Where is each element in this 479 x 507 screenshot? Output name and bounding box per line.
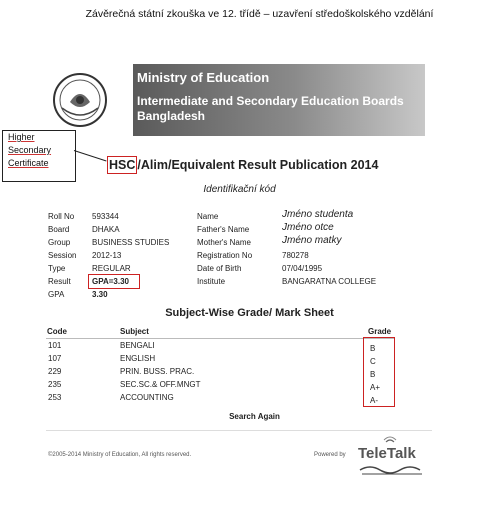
name-label: Name <box>197 212 219 221</box>
teletalk-logo <box>356 436 432 480</box>
row-4-grade: A+ <box>370 383 381 392</box>
row-5-code: 253 <box>48 393 62 402</box>
col-header-subject: Subject <box>120 327 149 336</box>
row-5-subject: ACCOUNTING <box>120 393 174 402</box>
roll-no-value: 593344 <box>92 212 119 221</box>
teletalk-logo-text: TeleTalk <box>358 445 416 462</box>
father-name-value: Jméno otce <box>282 222 334 233</box>
type-label: Type <box>48 264 66 273</box>
copyright-text: ©2005-2014 Ministry of Education, All rights reserved. <box>48 452 192 458</box>
dob-value: 07/04/1995 <box>282 264 323 273</box>
board-value: DHAKA <box>92 225 120 234</box>
header-boards: Intermediate and Secondary Education Boards <box>137 94 404 108</box>
annotation-callout <box>2 130 76 182</box>
id-code-label: Identifikační kód <box>203 184 276 195</box>
registration-value: 780278 <box>282 251 309 260</box>
ministry-header-banner <box>133 64 425 136</box>
col-header-code: Code <box>47 327 67 336</box>
publication-title <box>107 158 378 172</box>
annotation-line-1: Higher <box>8 132 35 142</box>
row-3-code: 229 <box>48 367 62 376</box>
dob-label: Date of Birth <box>197 264 242 273</box>
father-name-label: Father's Name <box>197 225 250 234</box>
header-country: Bangladesh <box>137 109 206 123</box>
row-4-subject: SEC.SC.& OFF.MNGT <box>120 380 201 389</box>
group-label: Group <box>48 238 71 247</box>
registration-label: Registration No <box>197 251 253 260</box>
row-2-subject: ENGLISH <box>120 354 156 363</box>
result-value: GPA=3.30 <box>92 277 129 286</box>
row-2-code: 107 <box>48 354 62 363</box>
row-3-grade: B <box>370 370 376 379</box>
row-1-grade: B <box>370 344 376 353</box>
row-5-grade: A- <box>370 396 378 405</box>
row-4-code: 235 <box>48 380 62 389</box>
government-seal-icon <box>52 72 108 128</box>
row-2-grade: C <box>370 357 376 366</box>
name-value: Jméno studenta <box>282 209 354 220</box>
institute-label: Institute <box>197 277 226 286</box>
powered-by-text: Powered by <box>314 452 346 458</box>
hsc-highlight: HSC <box>109 158 136 172</box>
group-value: BUSINESS STUDIES <box>92 238 170 247</box>
grade-highlight <box>363 337 395 407</box>
search-again-link[interactable]: Search Again <box>229 412 280 421</box>
row-1-code: 101 <box>48 341 62 350</box>
publication-title-rest: /Alim/Equivalent Result Publication 2014 <box>137 158 379 172</box>
gpa-highlight <box>88 274 140 289</box>
row-1-subject: BENGALI <box>120 341 155 350</box>
marksheet-title: Subject-Wise Grade/ Mark Sheet <box>165 307 334 319</box>
result-label: Result <box>48 277 71 286</box>
annotation-line-2: Secondary <box>8 145 52 155</box>
header-ministry: Ministry of Education <box>137 70 270 85</box>
row-3-subject: PRIN. BUSS. PRAC. <box>120 367 195 376</box>
gpa-label: GPA <box>48 290 65 299</box>
mother-name-value: Jméno matky <box>282 235 342 246</box>
mother-name-label: Mother's Name <box>197 238 251 247</box>
col-header-grade: Grade <box>368 327 392 336</box>
page-title: Závěrečná státní zkouška ve 12. třídě – uzavření středoškolského vzdělání <box>85 8 434 20</box>
annotation-line-3: Certificate <box>8 158 49 168</box>
roll-no-label: Roll No <box>48 212 75 221</box>
session-value: 2012-13 <box>92 251 122 260</box>
table-header-rule <box>46 338 394 339</box>
session-label: Session <box>48 251 77 260</box>
type-value: REGULAR <box>92 264 131 273</box>
annotation-connector <box>74 150 107 161</box>
board-label: Board <box>48 225 70 234</box>
gpa-value: 3.30 <box>92 290 108 299</box>
footer-rule <box>46 430 432 431</box>
institute-value: BANGARATNA COLLEGE <box>282 277 377 286</box>
